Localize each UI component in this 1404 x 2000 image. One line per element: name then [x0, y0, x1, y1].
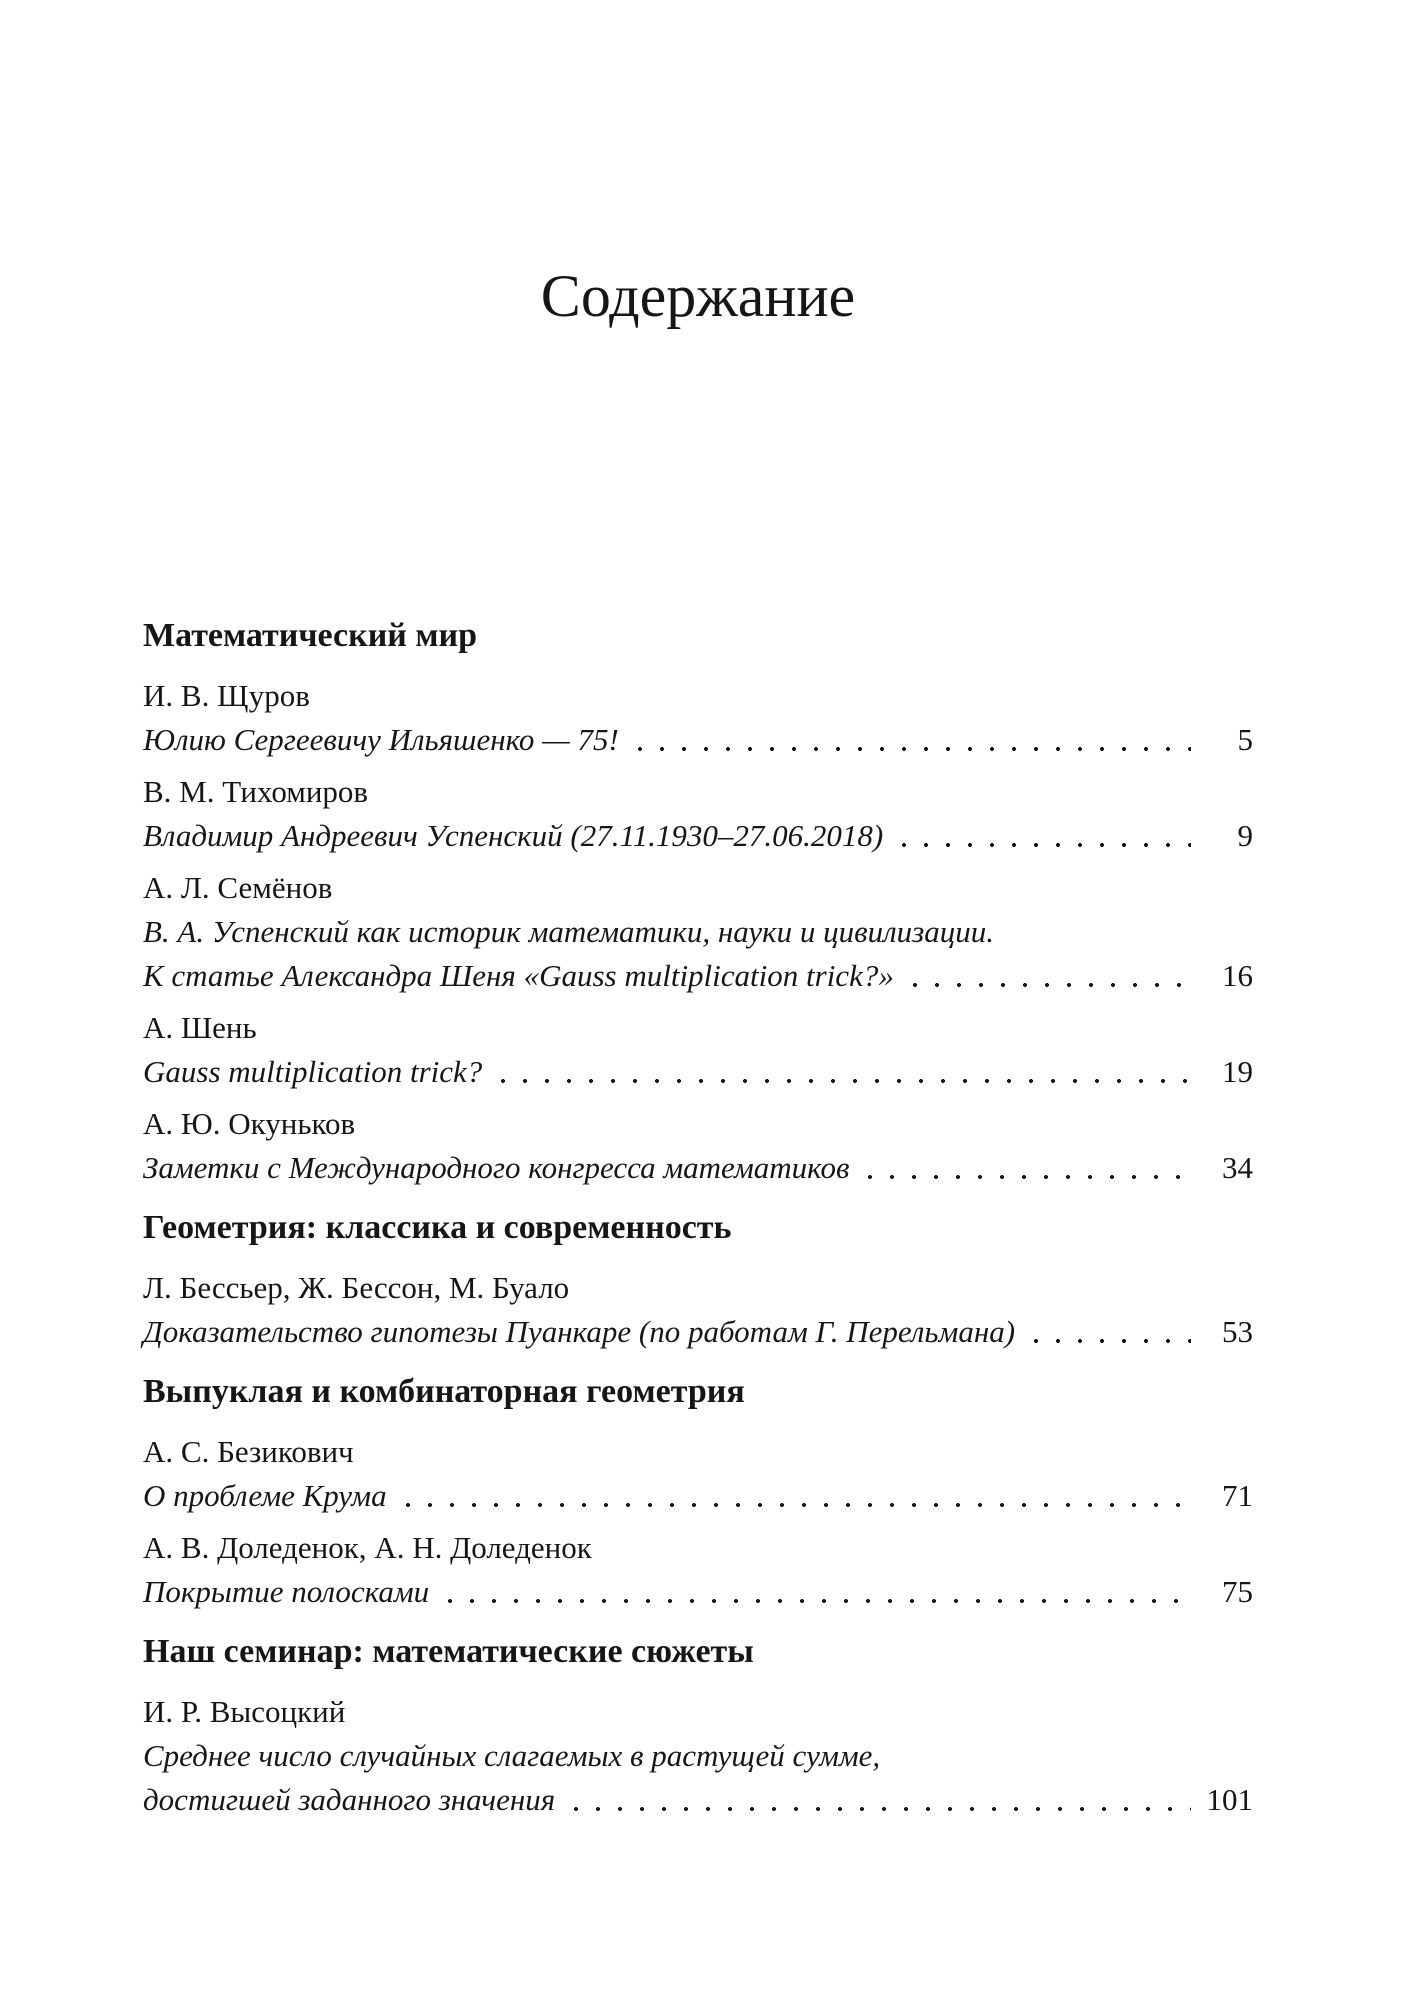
entry-page-number: 71 — [1222, 1478, 1253, 1513]
entry-title-line — [143, 954, 1253, 998]
entry-authors: А. Л. Семёнов — [143, 870, 333, 905]
entry-title: Среднее число случайных слагаемых в растущей сумме, — [143, 1738, 881, 1773]
entry-title-line — [143, 1310, 1253, 1354]
toc-entry — [143, 866, 1253, 998]
toc-entry — [143, 770, 1253, 858]
section-heading: Геометрия: классика и современность — [143, 1209, 732, 1246]
entry-title: достигшей заданного значения — [143, 1782, 556, 1817]
entry-title: Доказательство гипотезы Пуанкаре (по работам Г. Перельмана) — [143, 1314, 1016, 1349]
entry-title-line — [143, 1734, 1253, 1778]
entry-title-lines — [143, 910, 1253, 998]
entry-title-line — [143, 1146, 1253, 1190]
entry-authors: А. С. Безикович — [143, 1434, 354, 1469]
entry-title: Gauss multiplication trick? — [143, 1054, 483, 1089]
entry-authors: И. В. Щуров — [143, 678, 310, 713]
entry-title-lines — [143, 1474, 1253, 1518]
page-title: Содержание — [540, 263, 856, 329]
entry-title-line — [143, 718, 1253, 762]
section-entries — [143, 1266, 1253, 1354]
entry-authors: В. М. Тихомиров — [143, 774, 369, 809]
entry-title-lines — [143, 1734, 1253, 1822]
toc-entry — [143, 674, 1253, 762]
dot-leader — [492, 1050, 1191, 1094]
entry-title-line — [143, 910, 1253, 954]
dot-leader — [893, 814, 1191, 858]
entry-title: О проблеме Крума — [143, 1478, 387, 1513]
entry-title-line — [143, 1778, 1253, 1822]
entry-title-lines — [143, 814, 1253, 858]
toc-section — [143, 1370, 1253, 1614]
entry-title-lines — [143, 1570, 1253, 1614]
toc-section — [143, 1206, 1253, 1354]
entry-page-number: 5 — [1237, 722, 1253, 757]
entry-authors: И. Р. Высоцкий — [143, 1694, 346, 1729]
entry-page-number: 9 — [1237, 818, 1253, 853]
section-heading: Выпуклая и комбинаторная геометрия — [143, 1373, 745, 1410]
entry-title-line — [143, 814, 1253, 858]
toc-entry — [143, 1266, 1253, 1354]
entry-title: Заметки с Международного конгресса математиков — [143, 1150, 850, 1185]
entry-title-line — [143, 1050, 1253, 1094]
entry-page-number: 34 — [1222, 1150, 1253, 1185]
entry-page-number: 16 — [1222, 958, 1253, 993]
toc-list — [143, 614, 1253, 1822]
entry-page-number: 19 — [1222, 1054, 1253, 1089]
toc-entry — [143, 1526, 1253, 1614]
dot-leader — [859, 1146, 1191, 1190]
dot-leader — [565, 1778, 1191, 1822]
entry-title: В. А. Успенский как историк математики, науки и цивилизации. — [143, 914, 994, 949]
entry-page-number: 53 — [1222, 1314, 1253, 1349]
section-heading: Наш семинар: математические сюжеты — [143, 1633, 754, 1670]
dot-leader — [629, 718, 1191, 762]
toc-entry — [143, 1690, 1253, 1822]
dot-leader — [397, 1474, 1191, 1518]
entry-title-line — [143, 1474, 1253, 1518]
toc-entry — [143, 1430, 1253, 1518]
entry-page-number: 75 — [1222, 1574, 1253, 1609]
entry-title: Покрытие полосками — [143, 1574, 430, 1609]
section-heading: Математический мир — [143, 617, 478, 654]
entry-title: Владимир Андреевич Успенский (27.11.1930–27.06.2018) — [143, 818, 884, 853]
dot-leader — [439, 1570, 1191, 1614]
entry-authors: А. Шень — [143, 1010, 257, 1045]
entry-authors: А. Ю. Окуньков — [143, 1106, 356, 1141]
entry-authors: Л. Бессьер, Ж. Бессон, М. Буало — [143, 1270, 570, 1305]
entry-title-lines — [143, 1310, 1253, 1354]
entry-title-line — [143, 1570, 1253, 1614]
toc-section — [143, 1630, 1253, 1822]
toc-entry — [143, 1006, 1253, 1094]
entry-title: К статье Александра Шеня «Gauss multiplication trick?» — [143, 958, 894, 993]
section-entries — [143, 674, 1253, 1190]
section-entries — [143, 1430, 1253, 1614]
entry-authors: А. В. Доледенок, А. Н. Доледенок — [143, 1530, 592, 1565]
entry-title-lines — [143, 718, 1253, 762]
toc-section — [143, 614, 1253, 1190]
dot-leader — [1025, 1310, 1191, 1354]
entry-page-number: 101 — [1206, 1782, 1253, 1817]
entry-title-lines — [143, 1050, 1253, 1094]
dot-leader — [904, 954, 1191, 998]
section-entries — [143, 1690, 1253, 1822]
entry-title-lines — [143, 1146, 1253, 1190]
entry-title: Юлию Сергеевичу Ильяшенко — 75! — [143, 722, 619, 757]
toc-entry — [143, 1102, 1253, 1190]
